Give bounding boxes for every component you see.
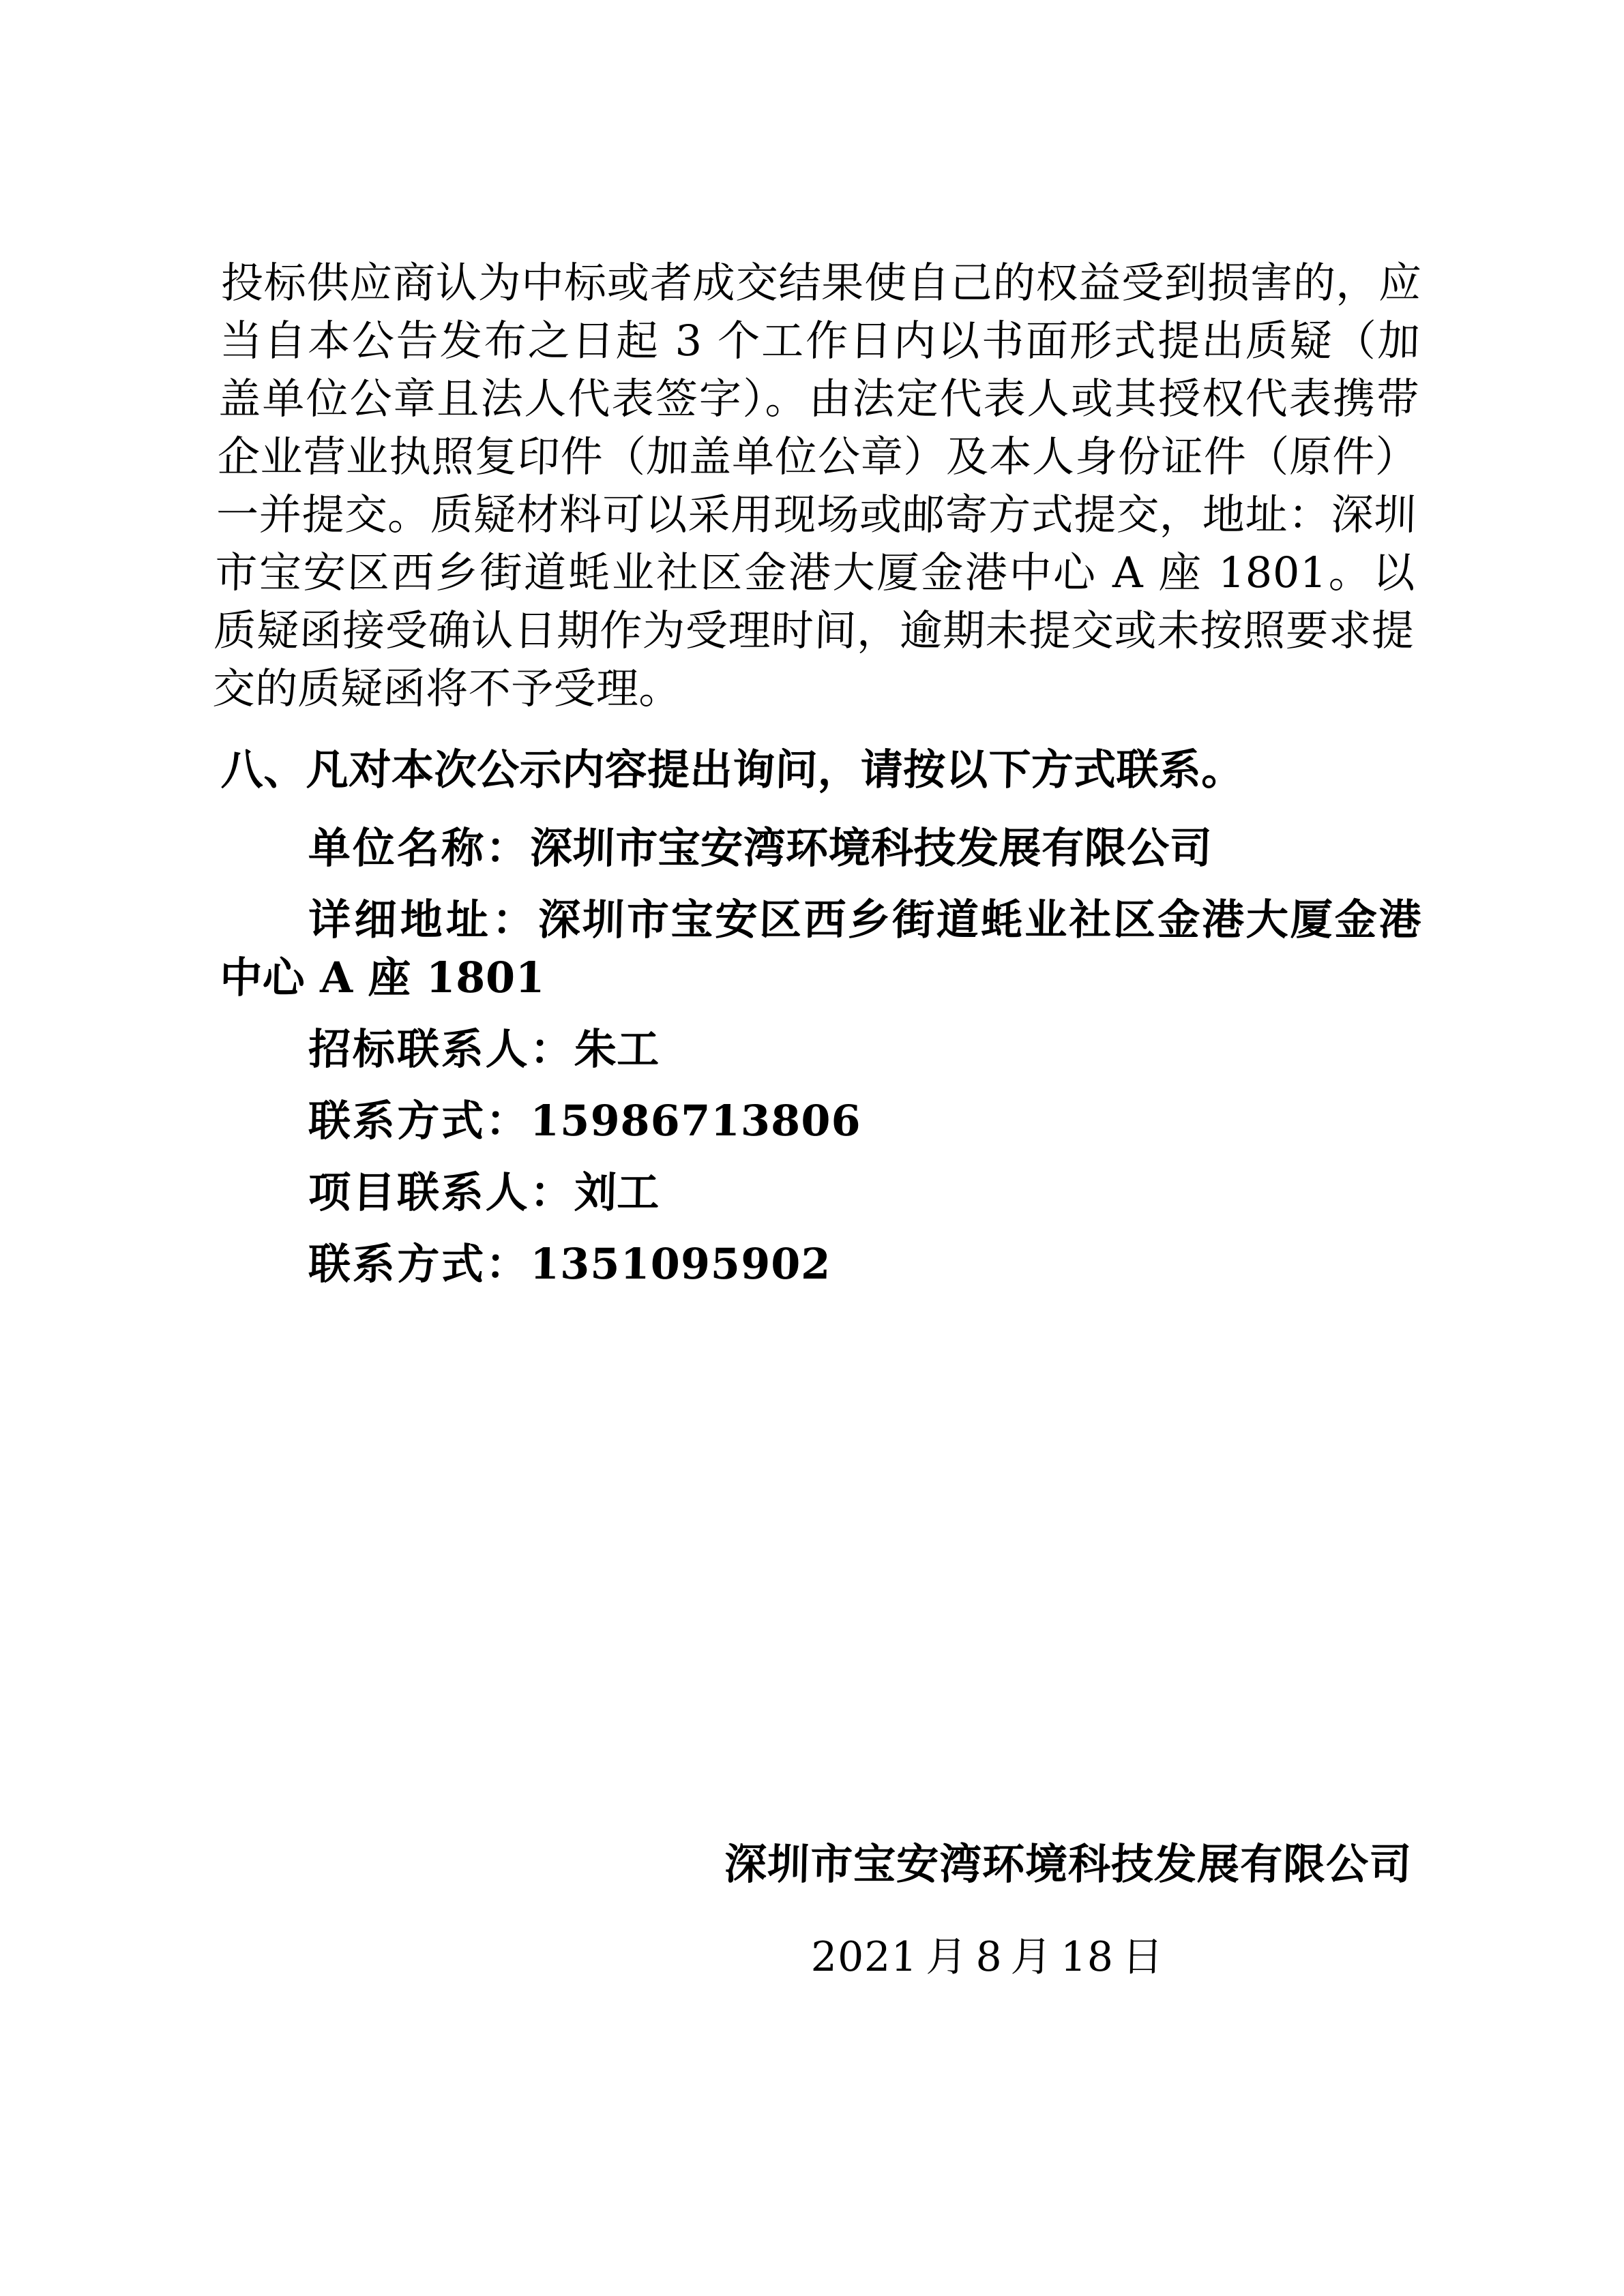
contact-line-company-name (220, 819, 1422, 877)
signature-date-year: 2021 (810, 1933, 919, 1981)
signature-date-year-unit: 月 (925, 1933, 969, 1981)
contact-label-tender-phone: 联系方式： (308, 1096, 531, 1146)
contact-value-address: 深圳市宝安区西乡街道蚝业社区金港大厦金港中心 A 座 1801 (219, 895, 1422, 1002)
signature-date (220, 1930, 1168, 1984)
signature-date-day-unit: 日 (1121, 1933, 1164, 1981)
contact-line-tender-phone (220, 1092, 1422, 1150)
signature-date-day: 18 (1060, 1933, 1114, 1981)
contact-label-project-phone: 联系方式： (308, 1239, 531, 1289)
contact-label-tender-contact-person: 招标联系人： (308, 1024, 575, 1074)
contact-value-company-name: 深圳市宝安湾环境科技发展有限公司 (529, 823, 1213, 873)
contact-value-tender-phone: 15986713806 (529, 1096, 862, 1146)
contact-value-tender-contact-person: 朱工 (574, 1024, 660, 1074)
contact-label-project-contact-person: 项目联系人： (308, 1167, 575, 1217)
document-content (211, 254, 1422, 1307)
contact-line-project-contact-person (220, 1163, 1422, 1221)
contact-value-project-contact-person: 刘工 (574, 1167, 660, 1217)
contact-info-list (219, 819, 1422, 1293)
contact-label-address: 详细地址： (308, 895, 539, 944)
contact-line-address (219, 891, 1422, 1007)
signature-date-month-unit: 月 (1010, 1933, 1053, 1981)
signature-company-name: 深圳市宝安湾环境科技发展有限公司 (724, 1839, 1413, 1889)
section-heading-eight: 八、凡对本次公示内容提出询问，请按以下方式联系。 (220, 745, 1245, 794)
signature-date-month: 8 (975, 1933, 1003, 1981)
signature-block (222, 1834, 1422, 1984)
contact-value-project-phone: 1351095902 (529, 1239, 832, 1289)
contact-label-company-name: 单位名称： (308, 823, 531, 873)
contact-line-project-phone (220, 1235, 1422, 1293)
body-paragraph: 投标供应商认为中标或者成交结果使自己的权益受到损害的，应当自本公告发布之日起 3 个工作日内以书面形式提出质疑（加盖单位公章且法人代表签字）。由法定代表人或其授权代表携带企业营业执照复印件（加盖单位公章）及本人身份证件（原件）一并提交。质疑材料可以采用现场或邮寄方式提交，地址：深圳市宝安区西乡街道蚝业社区金港大厦金港中心 A 座 1801。以质疑函接受确认日期作为受理时间，逾期未提交或未按照要求提交的质疑函将不予受理。 (211, 258, 1422, 713)
contact-line-tender-contact-person (220, 1020, 1422, 1078)
